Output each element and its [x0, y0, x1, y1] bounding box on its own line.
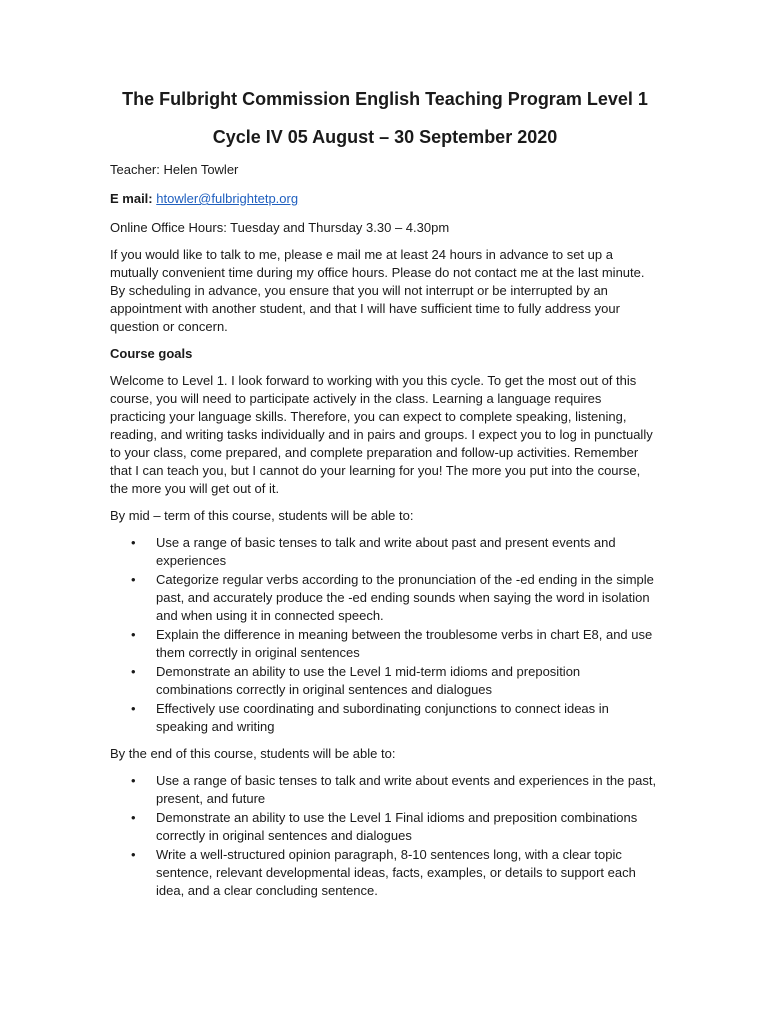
intro-paragraph: If you would like to talk to me, please e mail me at least 24 hours in advance to set up a mutually convenient time during my office hours. Please do not contact me at the last minute. By scheduling in advance, you ensure that you will not interrupt or be interrupted by an appointment with another student, and that I will have sufficient time to fully address your question or concern.: [110, 247, 645, 334]
bullet-icon: •: [131, 572, 136, 587]
document-title: The Fulbright Commission English Teaching Program Level 1: [122, 89, 648, 109]
bullet-icon: •: [131, 535, 136, 550]
list-item: [131, 809, 660, 845]
list-item: [131, 846, 660, 900]
cycle-dates-title: Cycle IV 05 August – 30 September 2020: [212, 127, 558, 147]
course-goals-heading: Course goals: [110, 346, 193, 361]
list-item: [131, 626, 660, 662]
list-item-text: Categorize regular verbs according to the pronunciation of the -ed ending in the simple past, and accurately produce the -ed ending sounds when saying the word in isolation and when using it in connected speech.: [156, 572, 654, 623]
list-item: [131, 700, 660, 736]
list-item-text: Demonstrate an ability to use the Level 1 mid-term idioms and preposition combinations correctly in original sentences and dialogues: [156, 664, 581, 697]
midterm-goals-list: [110, 534, 660, 736]
welcome-paragraph: Welcome to Level 1. I look forward to working with you this cycle. To get the most out of this course, you will need to participate actively in the class. Learning a language requires practicing your language skills. Therefore, you can expect to complete speaking, listening, reading, and writing tasks individually and in pairs and groups. I expect you to log in punctually to your class, come prepared, and complete preparation and follow-up activities. Remember that I can teach you, but I cannot do your learning for you! The more you put into the course, the more you will get out of it.: [110, 373, 653, 496]
list-item: [131, 571, 660, 625]
list-item-text: Use a range of basic tenses to talk and write about events and experiences in the past, present, and future: [156, 773, 657, 806]
list-item-text: Demonstrate an ability to use the Level 1 Final idioms and preposition combinations correctly in original sentences and dialogues: [156, 810, 638, 843]
bullet-icon: •: [131, 847, 136, 862]
end-of-course-intro: By the end of this course, students will be able to:: [110, 746, 396, 761]
email-label: E mail:: [110, 191, 153, 206]
list-item: [131, 772, 660, 808]
bullet-icon: •: [131, 664, 136, 679]
list-item: [131, 663, 660, 699]
list-item-text: Effectively use coordinating and subordinating conjunctions to connect ideas in speaking and writing: [156, 701, 609, 734]
end-goals-list: [110, 772, 660, 900]
bullet-icon: •: [131, 773, 136, 788]
list-item-text: Explain the difference in meaning between the troublesome verbs in chart E8, and use them correctly in original sentences: [156, 627, 653, 660]
list-item-text: Write a well-structured opinion paragraph, 8-10 sentences long, with a clear topic sentence, relevant developmental ideas, facts, examples, or details to support each idea, and a clear concluding sentence.: [156, 847, 636, 898]
teacher-name: Teacher: Helen Towler: [110, 162, 239, 177]
email-link[interactable]: htowler@fulbrightetp.org: [156, 191, 299, 206]
list-item-text: Use a range of basic tenses to talk and write about past and present events and experiences: [156, 535, 616, 568]
midterm-intro: By mid – term of this course, students will be able to:: [110, 508, 414, 523]
list-item: [131, 534, 660, 570]
bullet-icon: •: [131, 701, 136, 716]
office-hours: Online Office Hours: Tuesday and Thursday 3.30 – 4.30pm: [110, 220, 450, 235]
bullet-icon: •: [131, 627, 136, 642]
email-line: [110, 190, 660, 208]
bullet-icon: •: [131, 810, 136, 825]
